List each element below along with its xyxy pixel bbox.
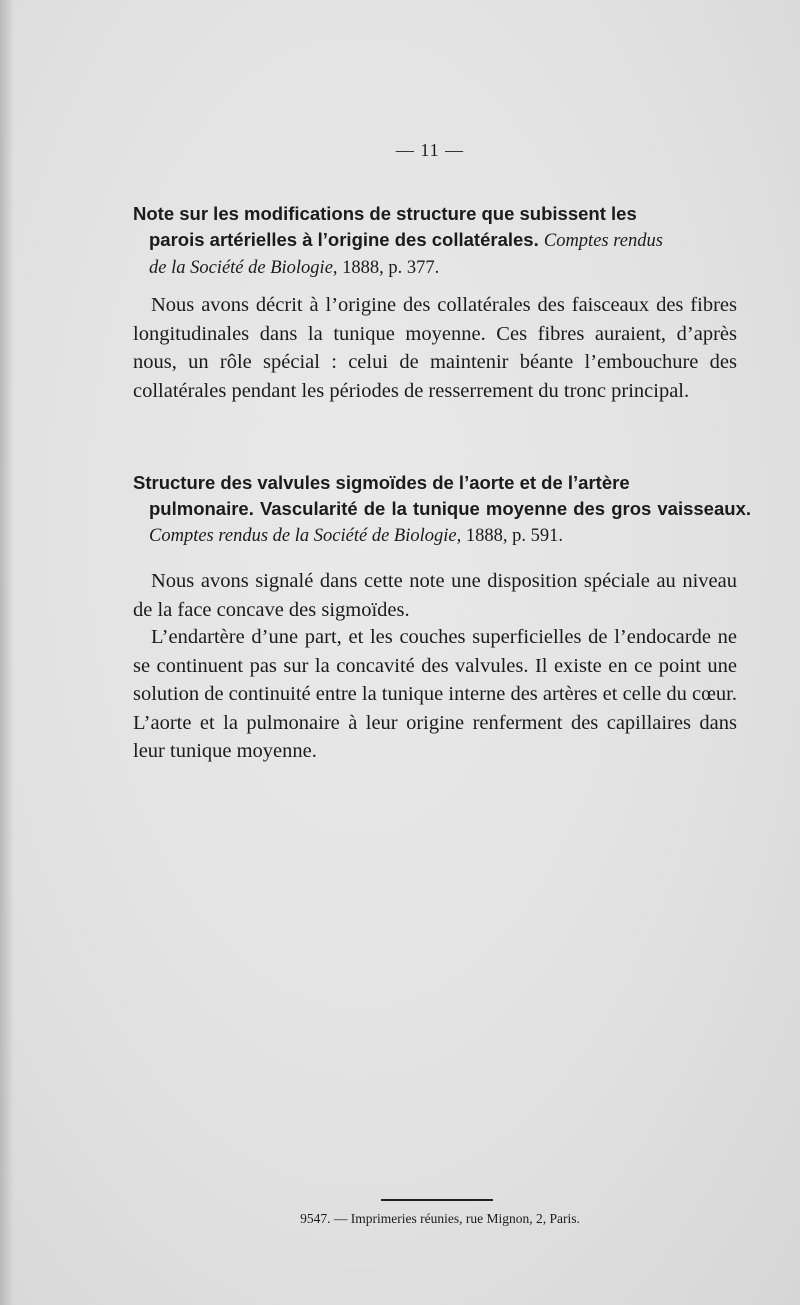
- reference-journal: de la Société de Biologie: [149, 258, 333, 278]
- entry-reference: [149, 526, 563, 546]
- entry-title-line: Note sur les modifications de structure que subissent les: [133, 203, 637, 224]
- paragraph-text: Nous avons signalé dans cette note une disposition spéciale au niveau de la face concave des sigmoïdes.: [133, 570, 737, 621]
- entry-paragraph: [133, 567, 737, 624]
- entry-title-line: Structure des valvules sigmoïdes de l’aorte et de l’artère: [133, 472, 630, 493]
- entry-paragraph: [133, 623, 737, 766]
- paragraph-text: L’endartère d’une part, et les couches superficielles de l’endocarde ne se continuent pas sur la concavité des valvules. Il existe en ce point une solution de continuité entre la tunique interne des artères et celle du cœur. L’aorte et la pulmonaire à leur origine renferment des capillaires dans leur tunique moyenne.: [133, 626, 737, 762]
- entry-title-line: parois artérielles à l’origine des collatérales.: [149, 229, 539, 250]
- page-number: — 11 —: [395, 140, 465, 160]
- entry-title: [133, 470, 751, 549]
- footer-rule: [381, 1199, 493, 1201]
- reference-journal: Comptes rendus de la Société de Biologie: [149, 526, 457, 546]
- entry-title: [133, 201, 751, 281]
- entry-title-line: vaisseaux.: [657, 498, 751, 519]
- page-edge-shadow: [0, 0, 14, 1305]
- reference-journal: Comptes rendus: [543, 231, 663, 251]
- entry-paragraph: [133, 291, 737, 405]
- printer-imprint: 9547. — Imprimeries réunies, rue Mignon, 2, Paris.: [300, 1211, 580, 1226]
- entry-title-line: pulmonaire. Vascularité de la tunique moyenne des gros: [149, 498, 652, 519]
- reference-details: , 1888, p. 377.: [332, 258, 440, 278]
- reference-details: , 1888, p. 591.: [456, 526, 563, 546]
- entry-title-continuation: [133, 227, 751, 281]
- entry-title-continuation: [133, 496, 751, 549]
- paragraph-text: Nous avons décrit à l’origine des collatérales des faisceaux des fibres longitudinales dans la tunique moyenne. Ces fibres auraient, d’après nous, un rôle spécial : celui de maintenir béante l’embouchure des collatérales pendant les périodes de resserrement du tronc principal.: [133, 294, 737, 402]
